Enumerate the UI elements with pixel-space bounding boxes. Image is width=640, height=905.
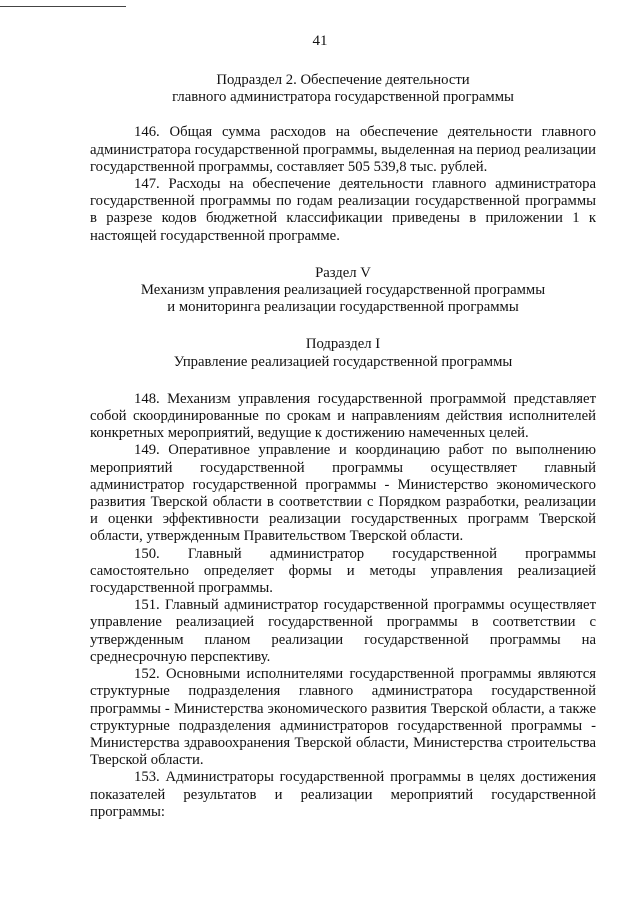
section-5-heading [90,265,596,317]
subsection-1-title: Управление реализацией государственной программы [173,353,513,370]
subsection-2-heading [90,72,596,106]
paragraph-150: 150. Главный администратор государственной программы самостоятельно определяет формы и методы управления реализацией государственной программы. [90,545,596,597]
section-5-title-line: и мониторинга реализации государственной программы [167,299,519,316]
paragraph-149: 149. Оперативное управление и координацию работ по выполнению мероприятий государственной программы осуществляет главный администратор государственной программы - Министерство экономического развития Тверской области в соответствии с Порядком разработки, реализации и оценки эффективности реализации государственных программ Тверской области, утвержденным Правительством Тверской области. [90,442,596,545]
paragraph-153: 153. Администраторы государственной программы в целях достижения показателей результатов и реализации мероприятий государственной программы: [90,769,596,820]
document-body [90,72,596,821]
page-number: 41 [312,33,328,49]
paragraph-147: 147. Расходы на обеспечение деятельности главного администратора государственной программы по годам реализации государственной программы в разрезе кодов бюджетной классификации приведены в приложении 1 к настоящей государственной программе. [90,176,596,244]
corner-line [0,6,126,7]
subsection-2-title: Подраздел 2. Обеспечение деятельности [216,72,470,88]
paragraph-148: 148. Механизм управления государственной программой представляет собой скоординированные по срокам и направлениям действия исполнителей конкретных мероприятий, ведущие к достижению намеченных целей. [90,390,596,442]
paragraph-151: 151. Главный администратор государственной программы осуществляет управление реализацией государственной программы в соответствии с утвержденным планом реализации государственной программы на среднесрочную перспективу. [90,597,596,665]
subsection-1-number: Подраздел I [305,336,381,353]
subsection-1-heading [90,336,596,370]
section-5-number: Раздел V [315,264,371,281]
paragraph-146: 146. Общая сумма расходов на обеспечение деятельности главного администратора государственной программы, выделенная на период реализации государственной программы, составляет 505 539,8 тыс. рублей. [90,124,596,175]
section-5-title-line: Механизм управления реализацией государственной программы [140,282,546,299]
paragraph-152: 152. Основными исполнителями государственной программы являются структурные подразделения главного администратора государственной программы - Министерства экономического развития Тверской области, а также структурные подразделения администраторов государственной программы - Министерства здравоохранения Тверской области, Министерства строительства Тверской области. [90,666,596,769]
subsection-2-subtitle: главного администратора государственной программы [172,89,514,106]
